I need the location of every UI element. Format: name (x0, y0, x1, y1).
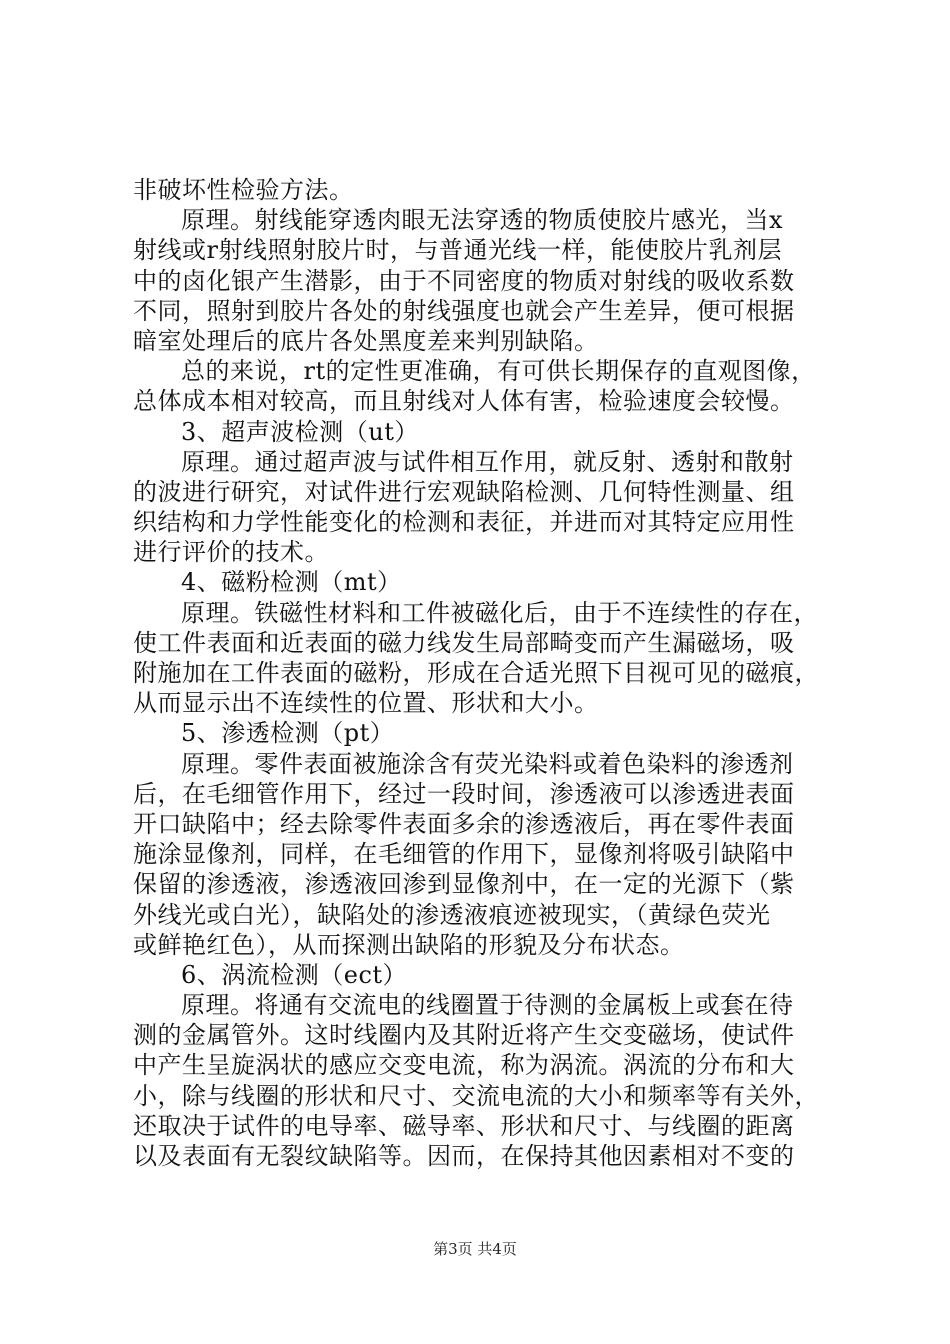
text-line: 保留的渗透液，渗透液回渗到显像剂中，在一定的光源下（紫 (133, 870, 795, 899)
text-line: 使工件表面和近表面的磁力线发生局部畸变而产生漏磁场，吸 (133, 628, 795, 657)
text-line: 中的卤化银产生潜影，由于不同密度的物质对射线的吸收系数 (133, 266, 795, 295)
document-body (133, 175, 843, 1171)
text-line: 还取决于试件的电导率、磁导率、形状和尺寸、与线圈的距离 (133, 1111, 795, 1140)
text-line: 射线或r射线照射胶片时，与普通光线一样，能使胶片乳剂层 (133, 236, 782, 265)
text-line: 原理。通过超声波与试件相互作用，就反射、透射和散射 (181, 447, 794, 476)
text-line: 测的金属管外。这时线圈内及其附近将产生交变磁场，使试件 (133, 1021, 795, 1050)
page-footer (0, 1238, 950, 1259)
text-line: 进行评价的技术。 (133, 538, 329, 567)
text-line: 从而显示出不连续性的位置、形状和大小。 (133, 689, 599, 718)
text-line: 原理。射线能穿透肉眼无法穿透的物质使胶片感光，当x (181, 206, 784, 235)
text-line: 织结构和力学性能变化的检测和表征，并进而对其特定应用性 (133, 508, 795, 537)
text-line: 开口缺陷中；经去除零件表面多余的渗透液后，再在零件表面 (133, 809, 795, 838)
text-line: 暗室处理后的底片各处黑度差来判别缺陷。 (133, 326, 599, 355)
text-line: 3、超声波检测（ut） (181, 417, 419, 446)
text-line: 非破坏性检验方法。 (133, 176, 354, 204)
page-number-label: 第3页 共4页 (433, 1240, 517, 1258)
text-line: 原理。零件表面被施涂含有荧光染料或着色染料的渗透剂 (181, 749, 794, 778)
text-line: 后，在毛细管作用下，经过一段时间，渗透液可以渗透进表面 (133, 779, 795, 808)
text-line: 原理。将通有交流电的线圈置于待测的金属板上或套在待 (181, 991, 794, 1020)
text-line: 4、磁粉检测（mt） (181, 568, 402, 597)
text-line: 外线光或白光），缺陷处的渗透液痕迹被现实，（黄绿色荧光 (133, 900, 771, 929)
text-line: 5、渗透检测（pt） (181, 719, 395, 748)
text-line: 原理。铁磁性材料和工件被磁化后，由于不连续性的存在， (181, 598, 818, 627)
text-line: 6、涡流检测（ect） (181, 960, 408, 989)
text-line: 的波进行研究，对试件进行宏观缺陷检测、几何特性测量、组 (133, 477, 795, 506)
text-line: 总体成本相对较高，而且射线对人体有害，检验速度会较慢。 (133, 387, 795, 416)
text-line: 或鲜艳红色），从而探测出缺陷的形貌及分布状态。 (133, 930, 685, 959)
text-line: 不同，照射到胶片各处的射线强度也就会产生差异，便可根据 (133, 296, 795, 325)
text-line: 小，除与线圈的形状和尺寸、交流电流的大小和频率等有关外， (133, 1081, 819, 1110)
text-line: 总的来说，rt的定性更准确，有可供长期保存的直观图像， (181, 357, 816, 386)
text-line: 以及表面有无裂纹缺陷等。因而，在保持其他因素相对不变的 (133, 1142, 795, 1170)
text-line: 施涂显像剂，同样，在毛细管的作用下，显像剂将吸引缺陷中 (133, 840, 795, 869)
text-line: 中产生呈旋涡状的感应交变电流，称为涡流。涡流的分布和大 (133, 1051, 795, 1080)
text-line: 附施加在工件表面的磁粉，形成在合适光照下目视可见的磁痕， (133, 659, 819, 687)
